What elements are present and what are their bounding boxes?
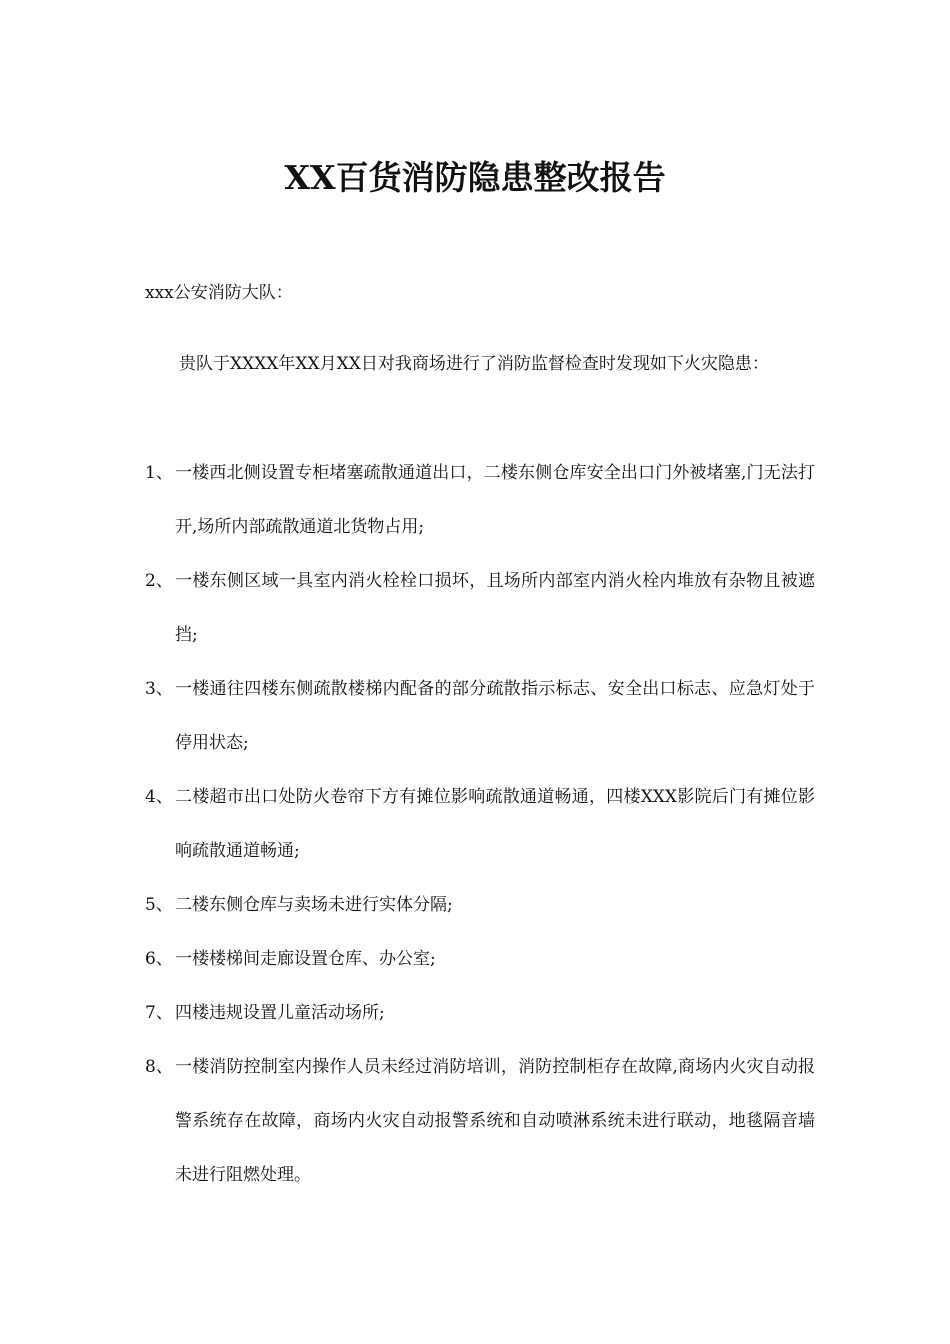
item-text: 一楼消防控制室内操作人员未经过消防培训，消防控制柜存在故障,商场内火灾自动报警系统存在故障，商场内火灾自动报警系统和自动喷淋系统未进行联动，地毯隔音墙未进行阻燃处理。	[175, 1057, 815, 1185]
list-item	[145, 878, 815, 932]
item-number: 6、	[145, 949, 173, 969]
list-item	[145, 770, 815, 878]
item-text: 二楼东侧仓库与卖场未进行实体分隔;	[175, 895, 453, 915]
item-number: 4、	[145, 787, 173, 807]
item-number: 8、	[145, 1057, 173, 1077]
item-text: 一楼楼梯间走廊设置仓库、办公室;	[175, 949, 436, 969]
list-item	[145, 932, 815, 986]
list-item	[145, 446, 815, 554]
item-number: 7、	[145, 1003, 173, 1023]
item-number: 5、	[145, 895, 173, 915]
item-number: 2、	[145, 571, 173, 591]
hazard-list	[145, 446, 815, 1202]
item-text: 二楼超市出口处防火卷帘下方有摊位影响疏散通道畅通，四楼XXX影院后门有摊位影响疏散通道畅通;	[175, 787, 815, 861]
item-number: 1、	[145, 463, 173, 483]
item-number: 3、	[145, 679, 173, 699]
intro-paragraph: 贵队于XXXX年XX月XX日对我商场进行了消防监督检查时发现如下火灾隐患：	[179, 354, 769, 374]
item-text: 一楼西北侧设置专柜堵塞疏散通道出口，二楼东侧仓库安全出口门外被堵塞,门无法打开,场所内部疏散通道北货物占用;	[175, 463, 815, 537]
item-text: 四楼违规设置儿童活动场所;	[175, 1003, 385, 1023]
item-text: 一楼通往四楼东侧疏散楼梯内配备的部分疏散指示标志、安全出口标志、应急灯处于停用状态;	[175, 679, 815, 753]
document-title: XX百货消防隐患整改报告	[284, 158, 666, 197]
salutation: xxx公安消防大队：	[145, 283, 293, 303]
list-item	[145, 986, 815, 1040]
list-item	[145, 662, 815, 770]
item-text: 一楼东侧区域一具室内消火栓栓口损坏，且场所内部室内消火栓内堆放有杂物且被遮挡;	[175, 571, 815, 645]
list-item	[145, 554, 815, 662]
list-item	[145, 1040, 815, 1202]
